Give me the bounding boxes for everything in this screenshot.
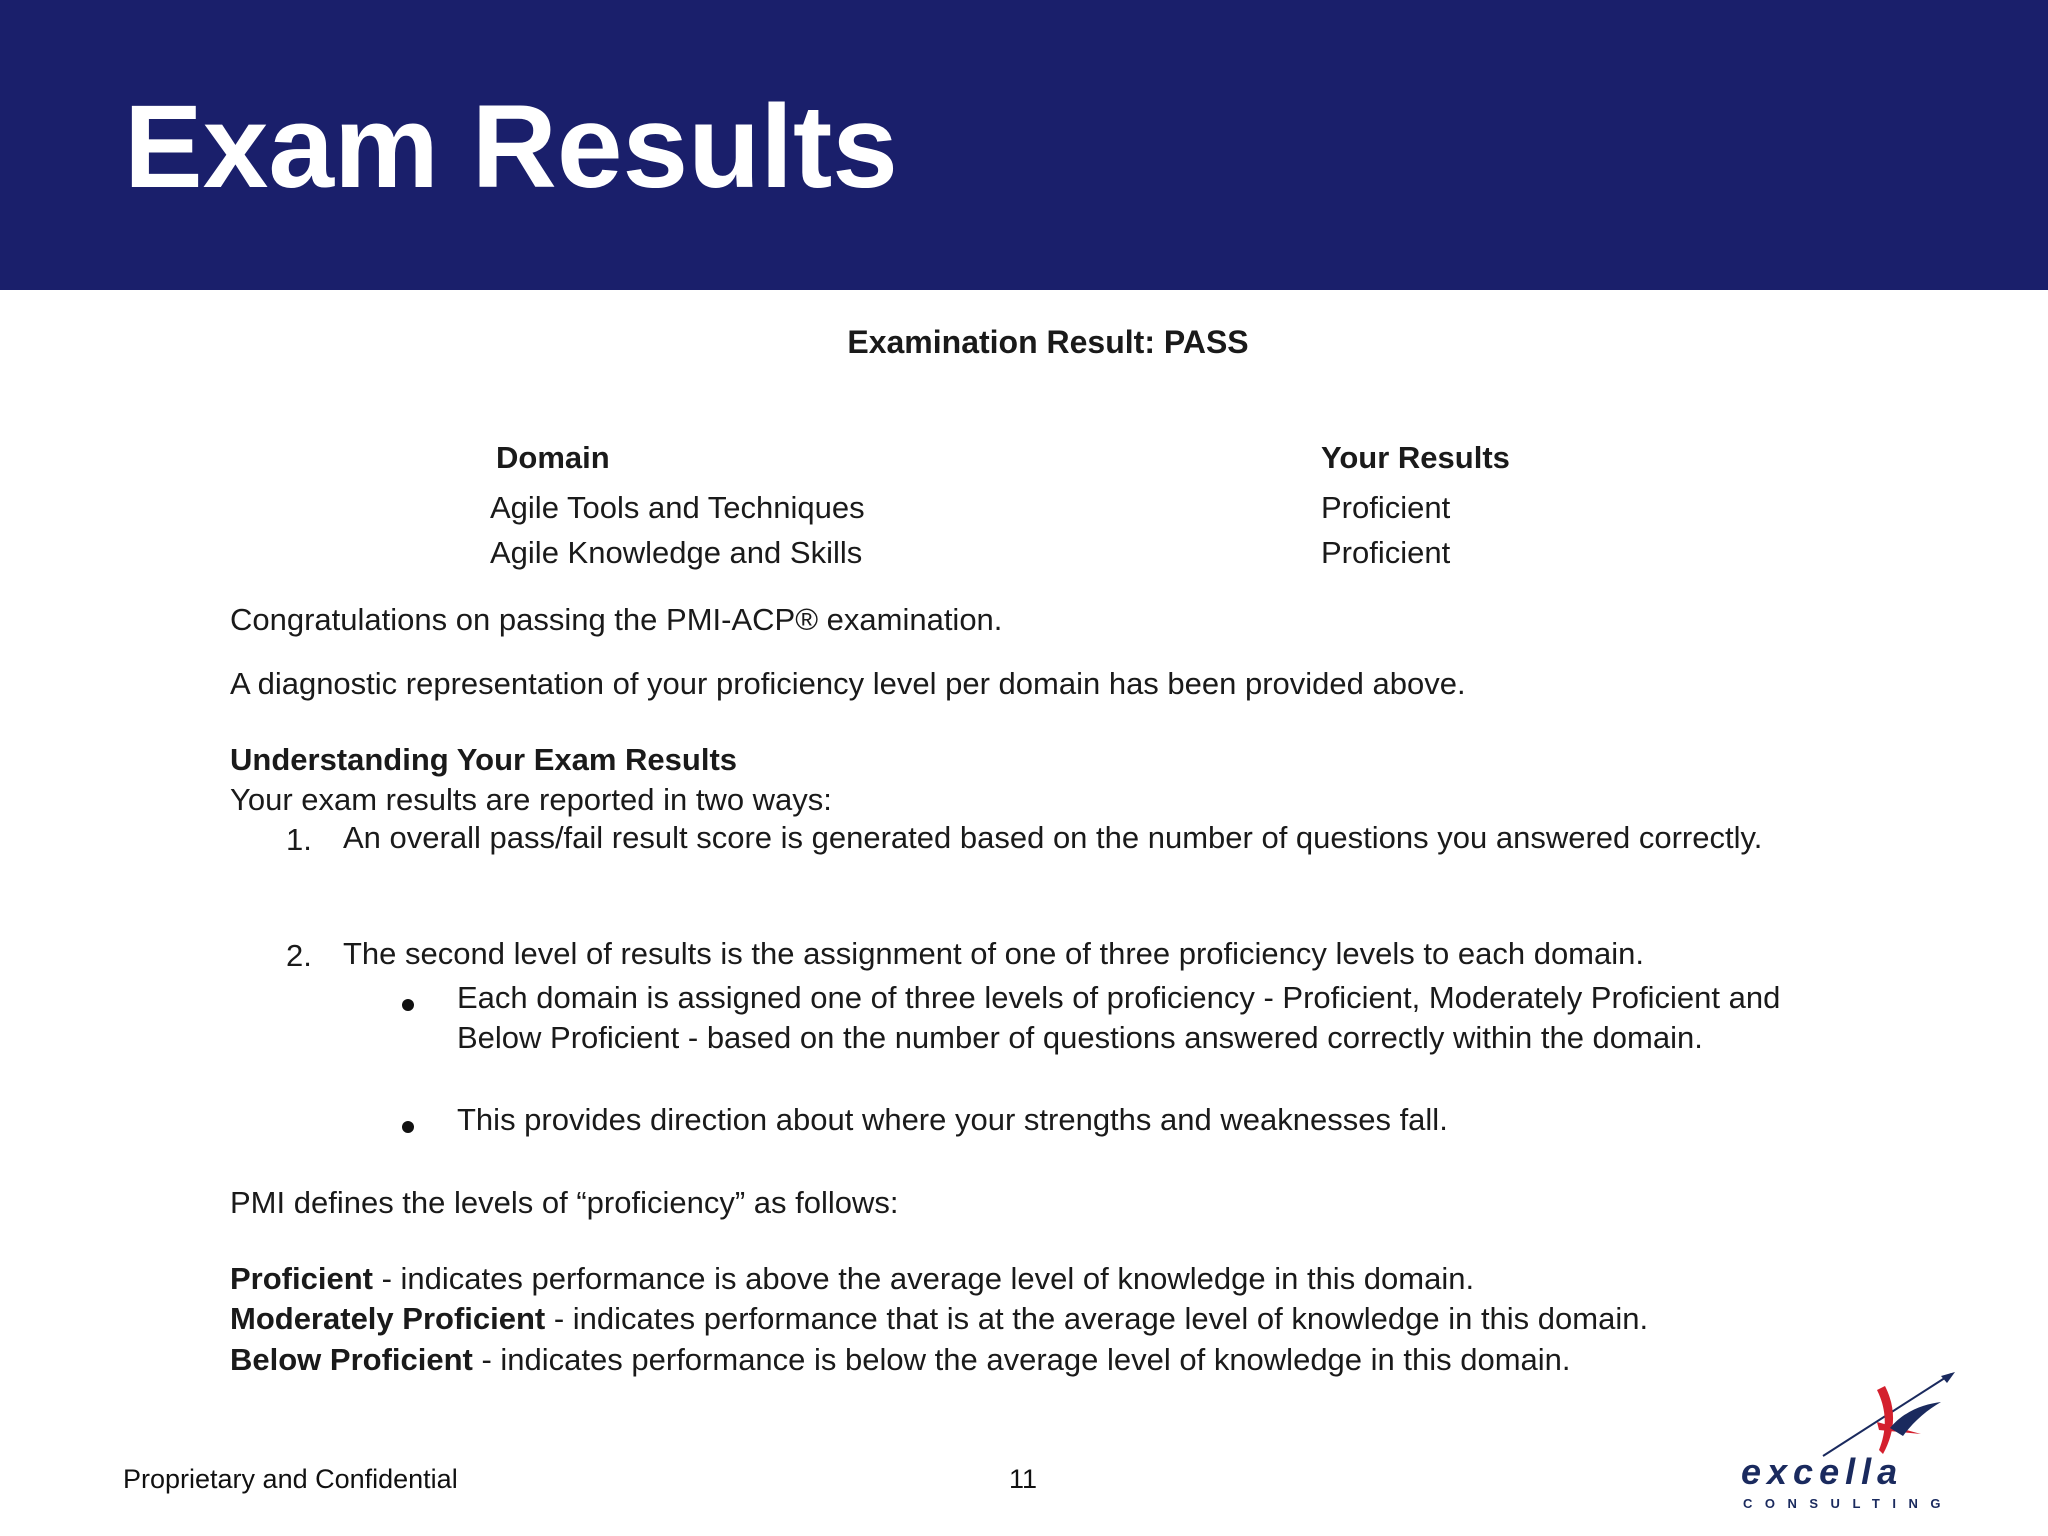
slide-header [0, 0, 2048, 290]
list-number: 2. [286, 938, 312, 973]
table-header-domain: Domain [496, 440, 610, 475]
diagnostic-text: A diagnostic representation of your proficiency level per domain has been provided above. [230, 666, 1466, 701]
definition-description: - indicates performance is above the average level of knowledge in this domain. [372, 1261, 1475, 1296]
defines-intro: PMI defines the levels of “proficiency” as follows: [230, 1185, 899, 1220]
result-title: Examination Result: PASS [847, 324, 1249, 360]
logo-arrow-head [1941, 1372, 1955, 1383]
definition-proficient [230, 1261, 1474, 1297]
slide-title: Exam Results [124, 81, 898, 213]
logo-wordmark: excella [1741, 1451, 1904, 1492]
logo-subtext: CONSULTING [1743, 1496, 1953, 1511]
definition-below-proficient [230, 1342, 1571, 1378]
bullet-dot [402, 1121, 414, 1133]
list-item-text: The second level of results is the assignment of one of three proficiency levels to each domain. [343, 936, 1644, 971]
definition-description: - indicates performance that is at the average level of knowledge in this domain. [545, 1301, 1649, 1336]
exam-report [0, 290, 2048, 1400]
footer-confidential: Proprietary and Confidential [123, 1464, 458, 1494]
table-cell-result: Proficient [1321, 535, 1451, 570]
bullet-dot [402, 999, 414, 1011]
definition-term: Below Proficient [230, 1342, 473, 1377]
bullet-text: Each domain is assigned one of three levels of proficiency - Proficient, Moderately Proficient and Below Proficient - based on the number of questions answered correctly within the domain. [457, 980, 1781, 1055]
list-item-text: An overall pass/fail result score is generated based on the number of questions you answered correctly. [343, 820, 1763, 855]
definition-moderately-proficient [230, 1301, 1648, 1337]
table-cell-domain: Agile Knowledge and Skills [490, 535, 863, 570]
understanding-heading: Understanding Your Exam Results [230, 742, 738, 777]
bullet-text: This provides direction about where your strengths and weaknesses fall. [457, 1102, 1448, 1137]
definition-description: - indicates performance is below the average level of knowledge in this domain. [472, 1342, 1571, 1377]
reported-intro: Your exam results are reported in two ways: [230, 782, 832, 817]
page-number: 11 [1009, 1464, 1038, 1494]
congrats-text: Congratulations on passing the PMI-ACP® examination. [230, 602, 1003, 637]
definition-term: Moderately Proficient [230, 1301, 546, 1336]
definition-term: Proficient [230, 1261, 373, 1296]
table-cell-domain: Agile Tools and Techniques [490, 490, 865, 525]
excella-logo [1735, 1370, 1975, 1520]
table-cell-result: Proficient [1321, 490, 1451, 525]
table-header-results: Your Results [1321, 440, 1510, 475]
list-number: 1. [286, 822, 312, 857]
